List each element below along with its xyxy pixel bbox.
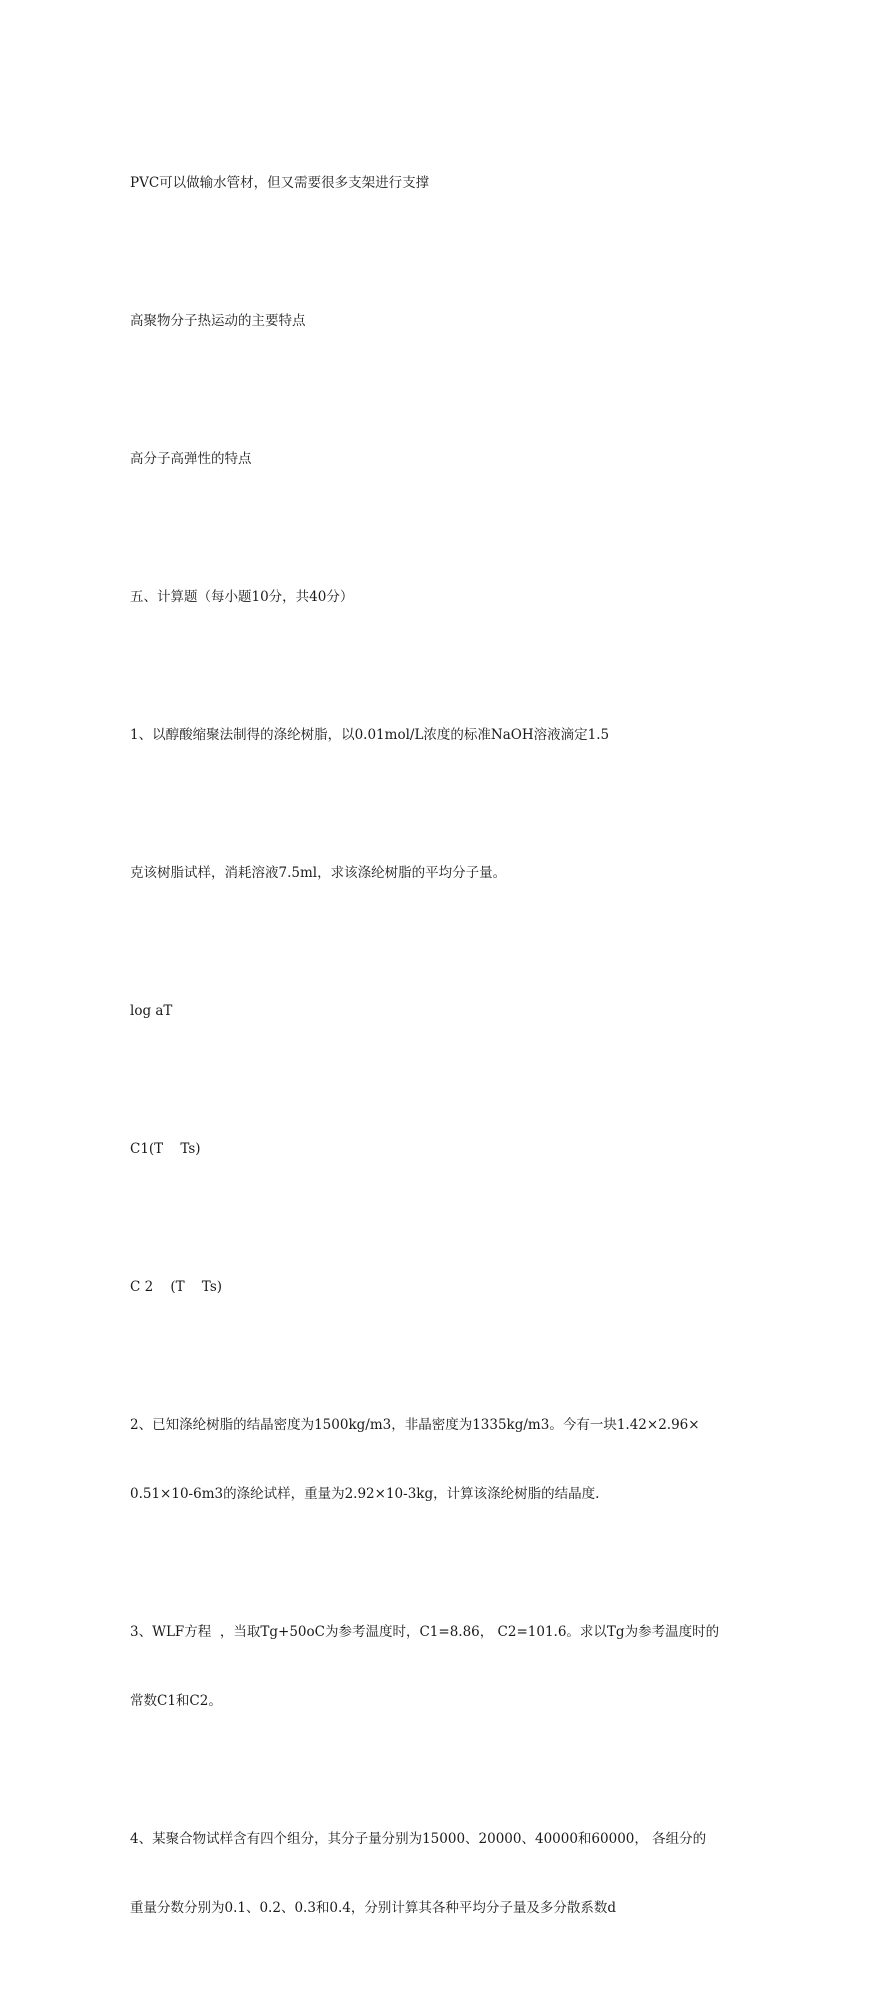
question-4 (130, 1782, 750, 1966)
question-2 (130, 1368, 750, 1552)
question-1-part-b (130, 816, 750, 931)
text-line: 2、已知涤纶树脂的结晶密度为1500kg/m3，非晶密度为1335kg/m3。今有一块1.42×2.96× (130, 1417, 700, 1433)
paragraph-thermal-motion (130, 264, 750, 379)
text-line: 3、WLF方程 ，当取Tg+50oC为参考温度时，C1=8.86， C2=101.6。求以Tg为参考温度时的 (130, 1624, 720, 1640)
text-line: log aT (130, 1003, 173, 1019)
paragraph-high-elasticity (130, 402, 750, 517)
text-line: 五、计算题（每小题10分，共40分） (130, 589, 354, 605)
text-line: PVC可以做输水管材，但又需要很多支架进行支撑 (130, 175, 430, 191)
formula-log-at (130, 954, 750, 1069)
text-line: 高聚物分子热运动的主要特点 (130, 313, 306, 329)
formula-denominator (130, 1230, 750, 1345)
document-body (130, 126, 750, 1989)
text-line: 0.51×10-6m3的涤纶试样，重量为2.92×10-3kg，计算该涤纶树脂的结晶度. (130, 1486, 600, 1502)
question-1-part-a (130, 678, 750, 793)
formula-numerator (130, 1092, 750, 1207)
text-line: 1、以醇酸缩聚法制得的涤纶树脂，以0.01mol/L浓度的标准NaOH溶液滴定1.5 (130, 727, 610, 743)
paragraph-pvc-pipe (130, 126, 750, 241)
question-3 (130, 1575, 750, 1759)
text-line: 4、某聚合物试样含有四个组分，其分子量分别为15000、20000、40000和60000， 各组分的 (130, 1831, 707, 1847)
text-line: C1(T Ts) (130, 1141, 201, 1157)
text-line: 高分子高弹性的特点 (130, 451, 252, 467)
text-line: 克该树脂试样，消耗溶液7.5ml，求该涤纶树脂的平均分子量。 (130, 865, 507, 881)
text-line: 常数C1和C2。 (130, 1693, 222, 1709)
text-line: 重量分数分别为0.1、0.2、0.3和0.4，分别计算其各种平均分子量及多分散系数d (130, 1900, 617, 1916)
section-heading-calculation (130, 540, 750, 655)
text-line: C 2 (T Ts) (130, 1279, 223, 1295)
